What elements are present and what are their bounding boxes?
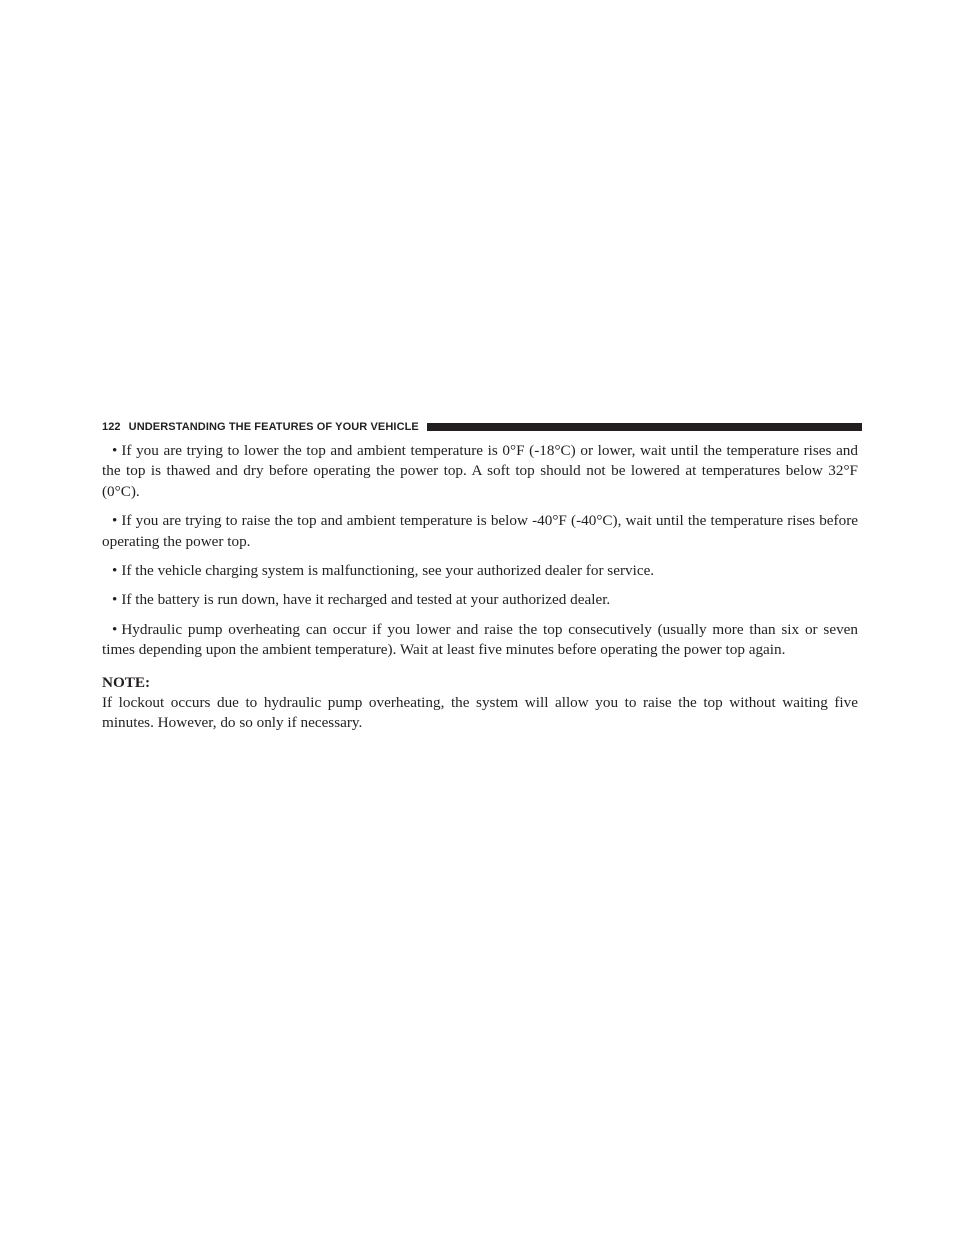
bullet-item-raise-temperature bbox=[102, 511, 858, 552]
bullet-text: If the vehicle charging system is malfunctioning, see your authorized dealer for service. bbox=[121, 562, 655, 580]
bullet-item-charging-system bbox=[102, 561, 858, 581]
note-block bbox=[102, 673, 858, 734]
bullet-icon: • bbox=[112, 512, 118, 530]
bullet-icon: • bbox=[112, 562, 118, 580]
note-text: If lockout occurs due to hydraulic pump overheating, the system will allow you to raise the top without waiting five minutes. However, do so only if necessary. bbox=[102, 694, 858, 732]
page-number: 122 bbox=[102, 421, 121, 433]
page-header bbox=[102, 418, 862, 436]
bullet-icon: • bbox=[112, 620, 118, 638]
bullet-icon: • bbox=[112, 591, 118, 609]
bullet-icon: • bbox=[112, 442, 118, 459]
bullet-text: If you are trying to raise the top and ambient temperature is below -40°F (-40°C), wait until the temperature rises before operating the power top. bbox=[102, 512, 858, 550]
bullet-item-battery bbox=[102, 590, 858, 610]
bullet-item-pump-overheating bbox=[102, 620, 858, 661]
header-rule bbox=[427, 423, 862, 431]
note-heading: NOTE: bbox=[102, 673, 151, 691]
section-title: UNDERSTANDING THE FEATURES OF YOUR VEHICLE bbox=[128, 421, 419, 433]
bullet-text: If you are trying to lower the top and ambient temperature is 0°F (-18°C) or lower, wait until the temperature rises and the top is thawed and dry before operating the power top. A soft top should not be lowered at temperatures below 32°F (0°C). bbox=[102, 442, 858, 500]
bullet-text: Hydraulic pump overheating can occur if you lower and raise the top consecutively (usually more than six or seven times depending upon the ambient temperature). Wait at least five minutes before operating the power top again. bbox=[102, 620, 858, 659]
bullet-item-lower-temperature bbox=[102, 441, 858, 502]
page-content bbox=[102, 441, 858, 734]
bullet-text: If the battery is run down, have it recharged and tested at your authorized dealer. bbox=[121, 591, 611, 609]
